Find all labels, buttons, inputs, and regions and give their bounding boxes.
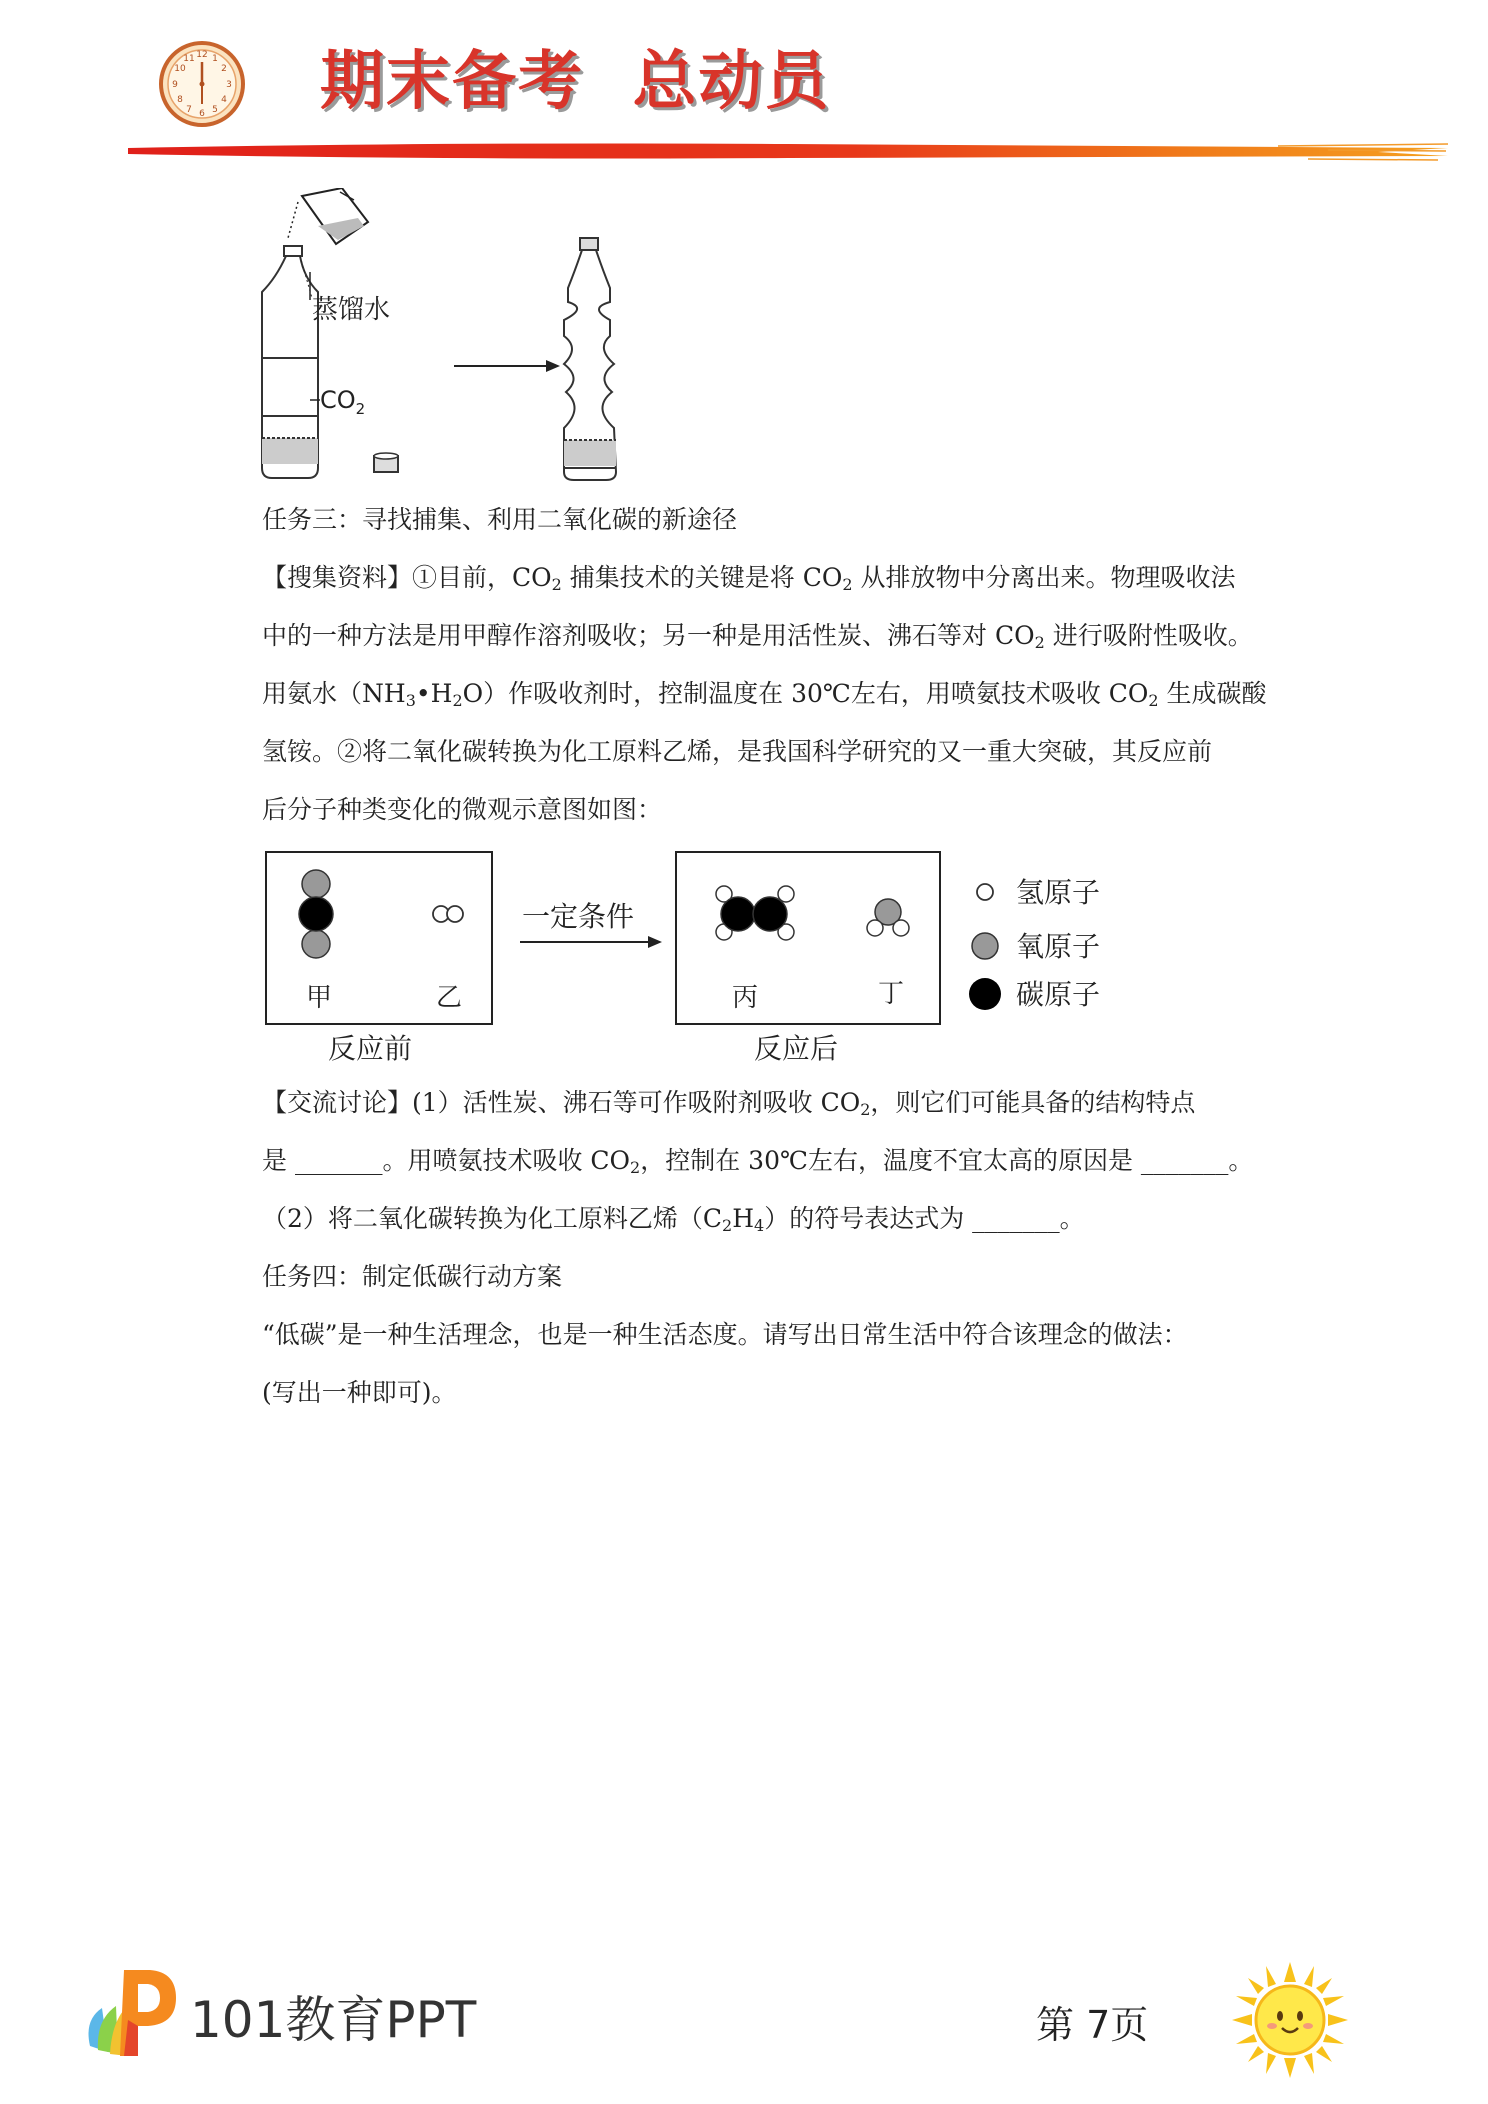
beaker-icon bbox=[302, 188, 368, 244]
task4-line-2: (写出一种即可)。 bbox=[262, 1378, 457, 1407]
carbon-legend-icon bbox=[969, 978, 1001, 1010]
hydrogen-legend-icon bbox=[977, 884, 993, 900]
task4-line-1: “低碳”是一种生活理念，也是一种生活态度。请写出日常生活中符合该理念的做法： bbox=[262, 1320, 1188, 1349]
molecule-a-label: 甲 bbox=[306, 983, 333, 1013]
task3-title: 任务三：寻找捕集、利用二氧化碳的新途径 bbox=[262, 505, 738, 534]
molecule-b-label: 乙 bbox=[436, 983, 463, 1013]
material-line-5: 后分子种类变化的微观示意图如图： bbox=[262, 795, 663, 824]
condition-label: 一定条件 bbox=[522, 900, 635, 933]
co2-subscript: 2 bbox=[355, 400, 366, 418]
clock-number: 8 bbox=[177, 95, 183, 105]
material-line-1: 【搜集资料】①目前，$CO_2$ 捕集技术的关键是将 $CO_2$ 从排放物中分离出来。物理吸收法 bbox=[262, 563, 1236, 594]
clock-number: 11 bbox=[183, 54, 195, 64]
clock-number: 1 bbox=[212, 54, 218, 64]
arrow-head-icon bbox=[648, 936, 662, 948]
sun-icon bbox=[1230, 1960, 1350, 2080]
material-line-3: 用氨水$(NH_3•H_2O)$作吸收剂时，控制温度在 30℃左右，用喷氨技术吸收 $CO_2$ 生成碳酸 bbox=[262, 679, 1267, 710]
material-line-2: 中的一种方法是用甲醇作溶剂吸收；另一种是用活性炭、沸石等对 $CO_2$ 进行吸附性吸收。 bbox=[262, 621, 1253, 652]
material-line-4: 氢铵。②将二氧化碳转换为化工原料乙烯，是我国科学研究的又一重大突破，其反应前 bbox=[262, 737, 1213, 766]
discussion-line-2: 是 _______。用喷氨技术吸收 $CO_2$，控制在 30℃左右，温度不宜太高的原因是 _______。 bbox=[262, 1146, 1254, 1177]
svg-text:CO2 bbox=[320, 386, 365, 418]
bottle-cap-icon bbox=[374, 453, 398, 472]
legend bbox=[969, 876, 1100, 1011]
molecule-co2 bbox=[299, 870, 333, 958]
legend-hydrogen: 氢原子 bbox=[1016, 876, 1101, 909]
before-label: 反应前 bbox=[328, 1032, 413, 1065]
discussion-line-1: 【交流讨论】(1）活性炭、沸石等可作吸附剂吸收 $CO_2$，则它们可能具备的结构特点 bbox=[262, 1088, 1196, 1119]
clock-number: 5 bbox=[212, 105, 218, 115]
legend-carbon: 碳原子 bbox=[1016, 978, 1101, 1011]
clock-number: 4 bbox=[221, 95, 227, 105]
arrow-icon bbox=[454, 360, 560, 372]
clock-number: 7 bbox=[186, 105, 192, 115]
clock-number: 3 bbox=[226, 80, 232, 90]
water-label: 蒸馏水 bbox=[312, 295, 391, 325]
after-label: 反应后 bbox=[754, 1032, 839, 1065]
reaction-diagram bbox=[258, 850, 1138, 1078]
bottle-after bbox=[564, 238, 616, 480]
logo-icon bbox=[80, 1960, 180, 2060]
oxygen-legend-icon bbox=[972, 933, 998, 959]
molecule-c-label: 丙 bbox=[732, 983, 759, 1013]
molecule-d-label: 丁 bbox=[878, 979, 905, 1009]
logo-text: 101教育PPT bbox=[190, 1991, 477, 2049]
clock-number: 12 bbox=[196, 50, 208, 60]
clock-number: 10 bbox=[174, 64, 186, 74]
discussion-line-3: （2）将二氧化碳转换为化工原料乙烯$(C_2H_4)$的符号表达式为 _______。 bbox=[262, 1204, 1085, 1235]
clock-number: 9 bbox=[172, 80, 178, 90]
clock-icon bbox=[158, 40, 246, 128]
legend-oxygen: 氧原子 bbox=[1016, 930, 1101, 963]
bottle-experiment-figure bbox=[258, 188, 638, 488]
co2-label: CO bbox=[320, 386, 356, 414]
clock-number: 2 bbox=[221, 64, 227, 74]
page-number: 第 7页 bbox=[1036, 2003, 1149, 2047]
task4-title: 任务四：制定低碳行动方案 bbox=[262, 1262, 563, 1291]
header-divider-bar bbox=[128, 140, 1448, 164]
header-title: 期末备考 总动员 bbox=[320, 44, 831, 119]
clock-number: 6 bbox=[199, 109, 205, 119]
